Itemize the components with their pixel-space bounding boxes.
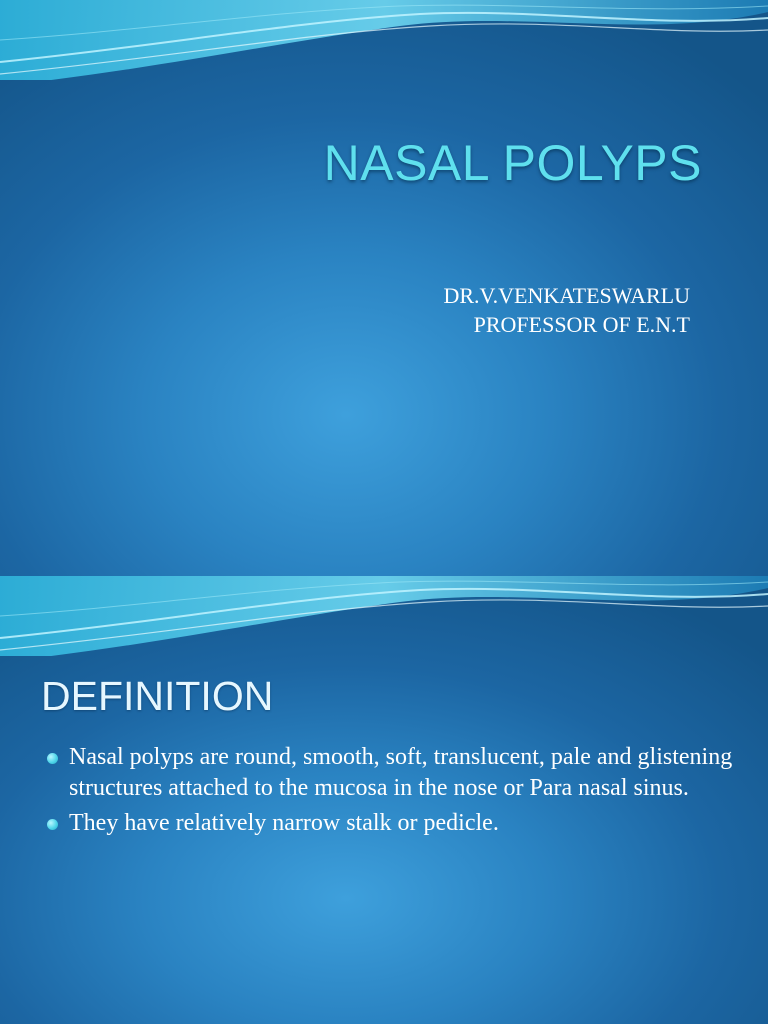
bullet-text: Nasal polyps are round, smooth, soft, translucent, pale and glistening structures attached to the mucosa in the nose or Para nasal sinus. [69, 744, 733, 801]
definition-slide [0, 576, 768, 1024]
author-block [444, 281, 691, 339]
bullet-item [46, 742, 736, 804]
wave-decoration [0, 0, 768, 80]
bullet-item [46, 808, 736, 839]
slide-title: NASAL POLYPS [323, 135, 702, 191]
bullet-list [46, 742, 736, 843]
bullet-dot-icon [47, 753, 58, 764]
wave-decoration [0, 576, 768, 656]
slide-heading: DEFINITION [41, 673, 274, 719]
bullet-dot-icon [47, 819, 58, 830]
author-position: PROFESSOR OF E.N.T [473, 312, 690, 337]
bullet-text: They have relatively narrow stalk or pedicle. [69, 810, 499, 836]
author-name: DR.V.VENKATESWARLU [443, 283, 690, 308]
